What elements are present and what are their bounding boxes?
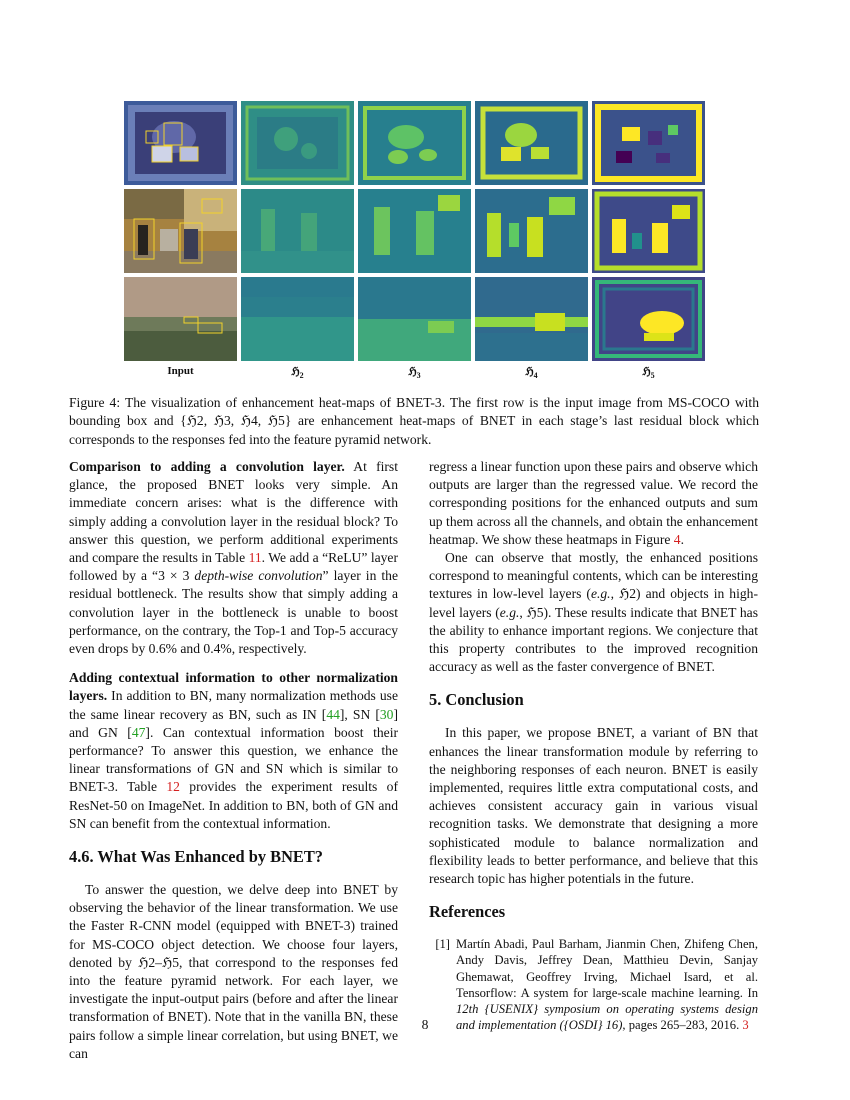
heatmap-h4-row1	[475, 101, 588, 185]
input-image-street	[124, 189, 237, 273]
section-title-conclusion: 5. Conclusion	[429, 690, 524, 710]
paragraph-contextual-norm: Adding contextual information to other normalization layers. In addition to BN, many normalization methods use the same linear recovery as BN, such as IN [44], SN [30] and GN [47]. Can contextual information boost their performance? To answer this question, we enhance the linear transformations of GN and SN which is similar to BNET-3. Table 12 provides the experiment results of ResNet-50 on ImageNet. In addition to BN, both of GN and SN can benefit from the contextual information.	[69, 670, 398, 831]
heatmap-h4-row3	[475, 277, 588, 361]
heatmap-h2-row3	[241, 277, 354, 361]
heatmap-h5-row1	[592, 101, 705, 185]
col-label-h3: ℌ$_3$	[408, 366, 421, 381]
paragraph-what-enhanced: To answer the question, we delve deep into BNET by observing the behavior of the linear transformation. We use the Faster R-CNN model (equipped with BNET-3) trained for MS-COCO object detection. We choose four layers, denoted by ℌ2–ℌ5, that correspond to the responses fed into the feature pyramid network. For each layer, we investigate the input-output pairs (before and after the linear transformation of BNET). Note that in the vanilla BN, these pairs follow a simple linear correlation, but using BNET, we can	[69, 882, 398, 1061]
heatmap-h2-row1	[241, 101, 354, 185]
col-label-h4: ℌ$_4$	[525, 366, 538, 381]
heatmap-h3-row1	[358, 101, 471, 185]
heatmap-h4-row2	[475, 189, 588, 273]
col-label-h5: ℌ$_5$	[642, 366, 655, 381]
figure-caption: Figure 4: The visualization of enhancement heat-maps of BNET-3. The first row is the input image from MS-COCO with bounding box and {ℌ2, ℌ3, ℌ4, ℌ5} are enhancement heat-maps of BNET in each stage’s last residual block which corresponds to the responses fed into the feature pyramid network.	[69, 395, 759, 447]
citation-44[interactable]: 44	[326, 706, 340, 722]
heatmap-h5-row2	[592, 189, 705, 273]
figure-4-link[interactable]: 4	[673, 531, 681, 547]
figure-4	[124, 101, 704, 361]
left-column	[69, 458, 398, 1063]
heatmap-h2-row2	[241, 189, 354, 273]
col-label-h2: ℌ$_2$	[291, 366, 304, 381]
paragraph-regress: regress a linear function upon these pairs and observe which outputs are larger than the regressed value. We record the corresponding positions for the enhanced outputs and sum up them across all the channels, and obtain the enhancement heatmap. We show these heatmaps in Figure 4.	[429, 459, 758, 547]
paragraph-observation: One can observe that mostly, the enhanced positions correspond to meaningful contents, which can be interesting textures in low-level layers (e.g., ℌ2) and objects in high-level layers (e.g., ℌ5). These results indicate that BNET has the ability to enhance important regions. We conjecture that this property contributes to the improved recognition accuracy as well as the faster convergence of BNET.	[429, 550, 758, 675]
backref-link[interactable]: 3	[742, 1018, 749, 1033]
input-image-landscape	[124, 277, 237, 361]
citation-30[interactable]: 30	[379, 706, 394, 722]
section-title-references: References	[429, 902, 506, 922]
section-title-4-6: 4.6. What Was Enhanced by BNET?	[69, 847, 323, 867]
input-image-painting	[124, 101, 237, 185]
heatmap-h3-row3	[358, 277, 471, 361]
citation-47[interactable]: 47	[131, 724, 146, 740]
heatmap-h5-row3	[592, 277, 705, 361]
paragraph-conclusion: In this paper, we propose BNET, a variant of BN that enhances the linear transformation module by referring to the neighboring responses of each neuron. BNET is easily implemented, requires little extra computational costs, and achieves consistent accuracy gain in various visual recognition tasks. We demonstrate that designing a more sophisticated module to balance normalization and flexibility leads to better performance, and believe that this research topic has higher potentials in the future.	[429, 725, 758, 887]
right-column	[429, 458, 758, 1033]
col-label-input: Input	[167, 365, 194, 377]
paragraph-conv-comparison: Comparison to adding a convolution layer. At first glance, the proposed BNET looks very simple. An immediate concern arises: what is the difference with simply adding a convolution layer in the residual block? To answer this question, we perform additional experiments and compare the results in Table 11. We add a “ReLU” layer followed by a “3 × 3 depth-wise convolution” layer in the residual bottleneck. The results show that simply adding a convolution layer in the bottleneck is unable to boost performance, on the contrary, the Top-1 and Top-5 accuracy even drops by 0.6% and 0.4%, respectively.	[69, 459, 398, 657]
reference-text: Martín Abadi, Paul Barham, Jianmin Chen, Zhifeng Chen, Andy Davis, Jeffrey Dean, Matthieu Devin, Sanjay Ghemawat, Geoffrey Irving, Michael Isard, et al. Tensorflow: A system for large-scale machine learning. In 12th {USENIX} symposium on operating systems design and implementation ({OSDI} 16), pages 265–283, 2016. 3	[456, 937, 758, 1033]
table-12-link[interactable]: 12	[166, 779, 180, 795]
page-number: 8	[421, 1017, 429, 1032]
heatmap-h3-row2	[358, 189, 471, 273]
table-11-link[interactable]: 11	[248, 550, 262, 566]
reference-number: [1]	[435, 937, 450, 952]
